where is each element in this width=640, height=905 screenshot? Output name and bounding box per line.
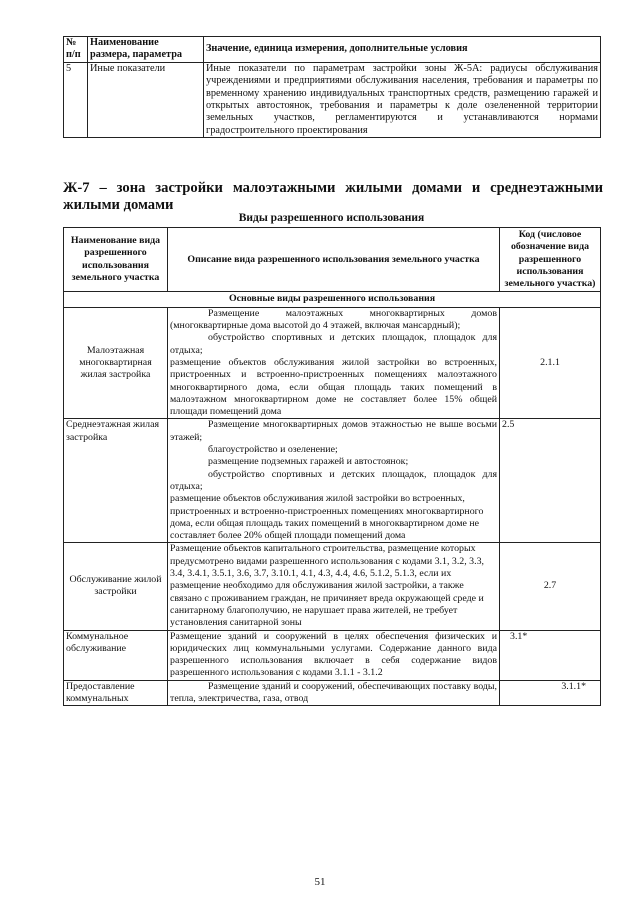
header-param-value: Значение, единица измерения, дополнительные условия — [204, 37, 601, 63]
land-use-table — [63, 227, 601, 706]
desc-line: размещение объектов обслуживания жилой застройки во встроенных, пристроенных и встроенно-пристроенных помещениях малоэтажного многоквартирного дома, если общая площадь таких помещений в малоэтажном многоквартирном доме не составляет более 15% общей площади помещений дома — [170, 356, 497, 418]
desc-line: обустройство спортивных и детских площадок, площадок для отдыха; — [170, 332, 497, 356]
table-caption: Виды разрешенного использования — [238, 212, 425, 224]
parameters-table — [63, 36, 601, 138]
zone-title: Ж-7 – зона застройки малоэтажными жилыми домами и среднеэтажными жилыми домами — [63, 180, 603, 213]
page-number: 51 — [314, 876, 326, 888]
header-param-name: Наименование размера, параметра — [88, 37, 204, 63]
table-row — [64, 680, 601, 706]
desc-line: Размещение многоквартирных домов этажностью не выше восьми этажей; — [170, 419, 497, 443]
table-row — [64, 543, 601, 630]
desc-line: размещение объектов обслуживания жилой застройки во встроенных, пристроенных и встроенно-пристроенных помещениях многоквартирного дома, если общая площадь таких помещений в многоквартирном доме не составляет более 20% общей площади помещений дома — [170, 493, 484, 542]
desc-line: обустройство спортивных и детских площадок, площадок для отдыха; — [170, 468, 497, 492]
use-description — [168, 307, 500, 419]
use-name: Обслуживание жилой застройки — [64, 543, 168, 630]
use-code: 3.1.1* — [500, 680, 601, 706]
desc-line: Размещение объектов капитального строительства, размещение которых предусмотрено видами разрешенного использования с кодами 3.1, 3.2, 3.3, 3.4, 3.4.1, 3.5.1, 3.6, 3.7, 3.10.1, 4.1, 4.3, 4.4, 4.6, 5.1.2, 5.1.3, если их размещение необходимо для обслуживания жилой застройки, а также связано с проживанием граждан, не причиняет вреда окружающей среде и санитарному благополучию, не нарушает права жителей, не требует установления санитарной зоны — [170, 543, 484, 629]
section-row — [64, 292, 601, 307]
use-description — [168, 419, 500, 543]
header-use-name: Наименование вида разрешенного использования земельного участка — [64, 228, 168, 292]
use-code: 3.1* — [500, 630, 601, 680]
header-use-description: Описание вида разрешенного использования земельного участка — [168, 228, 500, 292]
use-code: 2.7 — [500, 543, 601, 630]
table-row — [64, 62, 601, 137]
use-name: Малоэтажная многоквартирная жилая застройка — [64, 307, 168, 419]
desc-line: благоустройство и озеленение; — [208, 444, 338, 456]
row-param-name: Иные показатели — [88, 62, 204, 137]
desc-line: Размещение зданий и сооружений в целях обеспечения физических и юридических лиц коммунальными услугами. Содержание данного вида разрешенного использования включает в себя содержание видов разрешенного использования с кодами 3.1.1 - 3.1.2 — [170, 630, 497, 679]
use-description — [168, 543, 500, 630]
use-name: Коммунальное обслуживание — [64, 630, 168, 680]
table-row — [64, 307, 601, 419]
section-basic-uses: Основные виды разрешенного использования — [64, 292, 601, 307]
use-name: Среднеэтажная жилая застройка — [64, 419, 168, 543]
parameters-header-row — [64, 37, 601, 63]
land-use-header-row — [64, 228, 601, 292]
desc-line: размещение подземных гаражей и автостоянок; — [208, 456, 409, 468]
header-use-code: Код (числовое обозначение вида разрешенного использования земельного участка) — [500, 228, 601, 292]
use-description — [168, 680, 500, 706]
table-row — [64, 630, 601, 680]
use-code: 2.1.1 — [500, 307, 601, 419]
use-name: Предоставление коммунальных — [64, 680, 168, 706]
use-description — [168, 630, 500, 680]
header-num: № п/п — [64, 37, 88, 63]
use-code: 2.5 — [500, 419, 601, 543]
row-param-value: Иные показатели по параметрам застройки зоны Ж-5А: радиусы обслуживания учреждениями и предприятиями обслуживания населения, требования и параметры по временному хранению индивидуальных транспортных средств, размещению гаражей и открытых автостоянок, требования и параметры к доле озелененной территории земельных участков, регламентируются и устанавливаются нормами градостроительного проектирования — [204, 62, 601, 137]
desc-line: Размещение малоэтажных многоквартирных домов (многоквартирные дома высотой до 4 этажей, включая мансардный); — [170, 307, 497, 332]
row-num: 5 — [64, 62, 88, 137]
desc-line: Размещение зданий и сооружений, обеспечивающих поставку воды, тепла, электричества, газа, отвод — [170, 680, 497, 704]
table-row — [64, 419, 601, 543]
